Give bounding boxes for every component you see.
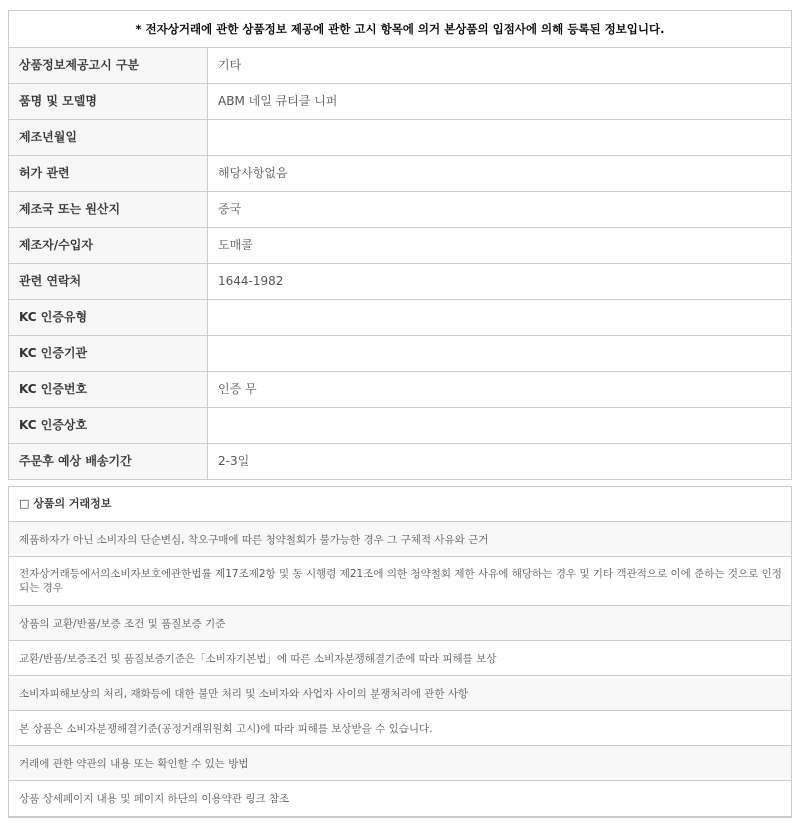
table-row	[9, 48, 791, 84]
row-label: 주문후 예상 배송기간	[9, 444, 208, 479]
trade-info-section	[8, 486, 792, 818]
product-notice-container	[8, 10, 792, 818]
list-item: 상품 상세페이지 내용 및 페이지 하단의 이용약관 링크 참조	[19, 793, 290, 805]
row-label: KC 인증번호	[9, 372, 208, 407]
row-value: 기타	[208, 48, 791, 83]
table-row	[9, 192, 791, 228]
row-label: 제조자/수입자	[9, 228, 208, 263]
notice-banner: * 전자상거래에 관한 상품정보 제공에 관한 고시 항목에 의거 본상품의 입점사에 의해 등록된 정보입니다.	[9, 11, 791, 48]
row-value: ABM 네일 큐티클 니퍼	[208, 84, 791, 119]
row-label: KC 인증유형	[9, 300, 208, 335]
table-row	[9, 228, 791, 264]
row-value: 중국	[208, 192, 791, 227]
row-value	[208, 336, 791, 371]
table-row	[9, 84, 791, 120]
table-row	[9, 372, 791, 408]
table-row	[9, 444, 791, 479]
table-row	[9, 156, 791, 192]
list-item: 소비자피해보상의 처리, 재화등에 대한 불만 처리 및 소비자와 사업자 사이의 분쟁처리에 관한 사항	[9, 676, 791, 711]
row-label: 관련 연락처	[9, 264, 208, 299]
row-value	[208, 300, 791, 335]
row-label: KC 인증상호	[9, 408, 208, 443]
product-info-table	[8, 10, 792, 480]
row-value	[208, 120, 791, 155]
row-label: 제조년월일	[9, 120, 208, 155]
table-row	[9, 336, 791, 372]
row-label: 품명 및 모델명	[9, 84, 208, 119]
table-row	[9, 300, 791, 336]
list-item: 전자상거래등에서의소비자보호에관한법률 제17조제2항 및 동 시행령 제21조에 의한 청약철회 제한 사유에 해당하는 경우 및 기타 객관적으로 이에 준하는 것으로 인정되는 경우	[9, 557, 791, 606]
list-item: 상품의 교환/반품/보증 조건 및 품질보증 기준	[9, 606, 791, 641]
row-label: 허가 관련	[9, 156, 208, 191]
list-item: 거래에 관한 약관의 내용 또는 확인할 수 있는 방법	[9, 746, 791, 781]
row-label: KC 인증기관	[9, 336, 208, 371]
row-label: 제조국 또는 원산지	[9, 192, 208, 227]
row-value: 해당사항없음	[208, 156, 791, 191]
list-item: 교환/반품/보증조건 및 품질보증기준은「소비자기본법」에 따른 소비자분쟁해결기준에 따라 피해를 보상	[9, 641, 791, 676]
row-value: 인증 무	[208, 372, 791, 407]
table-row	[9, 120, 791, 156]
row-value	[208, 408, 791, 443]
trade-info-title: □ 상품의 거래정보	[9, 487, 791, 522]
row-value: 도매콜	[208, 228, 791, 263]
row-value: 2-3일	[208, 444, 791, 479]
list-item: 제품하자가 아닌 소비자의 단순변심, 착오구매에 따른 청약철회가 불가능한 경우 그 구체적 사유와 근거	[9, 522, 791, 557]
table-row	[9, 408, 791, 444]
table-row	[9, 264, 791, 300]
row-label: 상품정보제공고시 구분	[9, 48, 208, 83]
list-item: 본 상품은 소비자분쟁해결기준(공정거래위원회 고시)에 따라 피해를 보상받을 수 있습니다.	[9, 711, 791, 746]
row-value: 1644-1982	[208, 264, 791, 299]
